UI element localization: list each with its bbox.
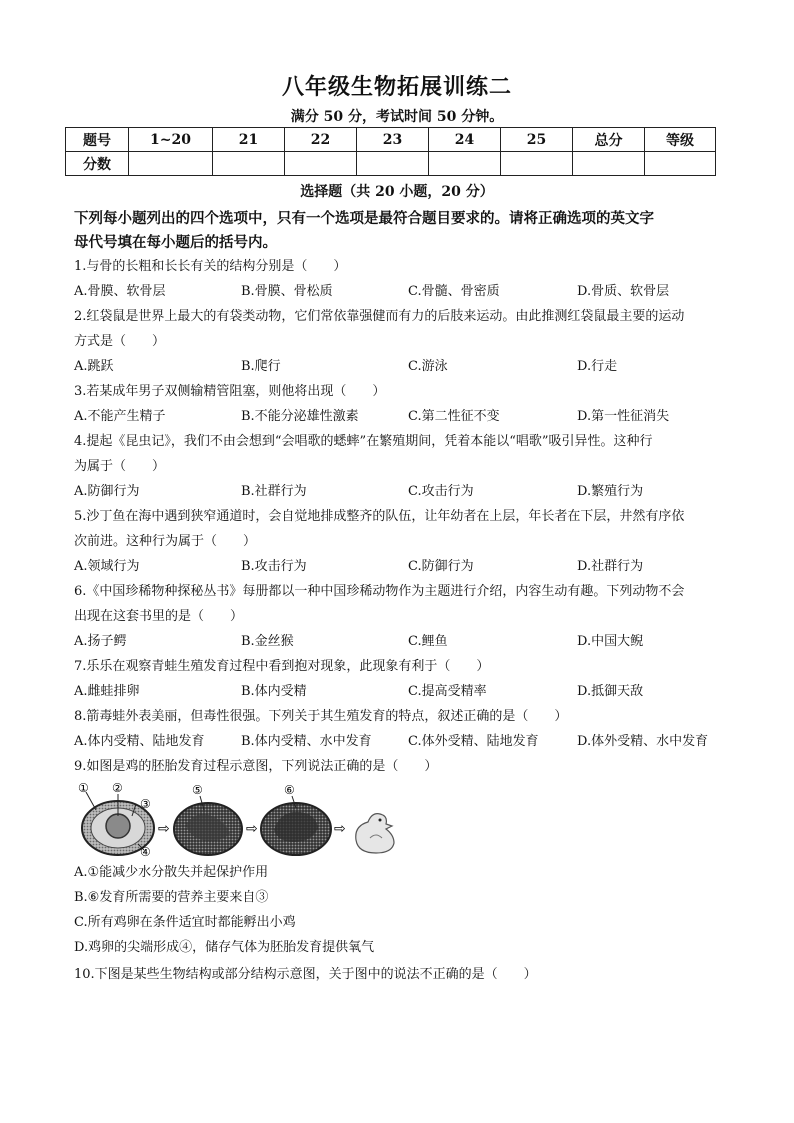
question-7-stem: 7.乐乐在观察青蛙生殖发育过程中看到抱对现象，此现象有利于（ ） (74, 659, 490, 674)
q5-option-b: B.攻击行为 (241, 559, 307, 574)
question-9-stem: 9.如图是鸡的胚胎发育过程示意图，下列说法正确的是（ ） (74, 759, 438, 774)
score-table-header-row (66, 128, 716, 152)
chick-illustration (356, 814, 394, 853)
q4-option-b: B.社群行为 (241, 484, 307, 499)
label-1: ① (78, 781, 89, 795)
label-3: ③ (140, 797, 151, 811)
score-cell[interactable] (573, 152, 645, 176)
score-cell[interactable] (429, 152, 501, 176)
q5-option-c: C.防御行为 (408, 559, 474, 574)
q5-option-d: D.社群行为 (577, 559, 644, 574)
q2-option-c: C.游泳 (408, 359, 448, 374)
label-5: ⑤ (192, 783, 203, 797)
q6-option-d: D.中国大鲵 (577, 634, 644, 649)
q9-option-d: D.鸡卵的尖端形成④，储存气体为胚胎发育提供氧气 (74, 940, 375, 955)
col-header: 25 (501, 128, 573, 152)
col-header: 22 (285, 128, 357, 152)
section-title: 选择题（共 20 小题，20 分） (300, 184, 494, 200)
q2-option-b: B.爬行 (241, 359, 281, 374)
label-4: ④ (140, 845, 151, 858)
score-cell[interactable] (501, 152, 573, 176)
col-header: 24 (429, 128, 501, 152)
arrow-icon: ⇨ (246, 821, 258, 837)
row-label: 分数 (66, 152, 129, 176)
q8-option-d: D.体外受精、水中发育 (577, 734, 709, 749)
q9-option-c: C.所有鸡卵在条件适宜时都能孵出小鸡 (74, 915, 296, 930)
question-4-stem: 4.提起《昆虫记》，我们不由会想到“会唱歌的蟋蟀”在繁殖期间，凭着本能以“唱歌”吸引异性。这种行 (74, 434, 653, 449)
score-table-score-row (66, 152, 716, 176)
q4-option-c: C.攻击行为 (408, 484, 474, 499)
col-header: 等级 (645, 128, 716, 152)
question-2-stem-cont: 方式是（ ） (74, 334, 166, 349)
arrow-icon: ⇨ (334, 821, 346, 837)
question-6-stem: 6.《中国珍稀物种探秘丛书》每册都以一种中国珍稀动物作为主题进行介绍，内容生动有趣。下列动物不会 (74, 584, 685, 599)
q7-option-c: C.提高受精率 (408, 684, 487, 699)
q4-option-a: A.防御行为 (74, 484, 140, 499)
page-title: 八年级生物拓展训练二 (281, 74, 512, 100)
q4-option-d: D.繁殖行为 (577, 484, 644, 499)
instruction-line: 下列每小题列出的四个选项中，只有一个选项是最符合题目要求的。请将正确选项的英文字 (74, 210, 654, 227)
q9-option-a: A.①能减少水分散失并起保护作用 (74, 865, 269, 880)
q8-option-b: B.体内受精、水中发育 (241, 734, 372, 749)
chick-embryo-diagram (74, 780, 404, 858)
label-6: ⑥ (284, 783, 295, 797)
question-1-stem: 1.与骨的长粗和长长有关的结构分别是（ ） (74, 259, 347, 274)
score-cell[interactable] (645, 152, 716, 176)
q1-option-d: D.骨质、软骨层 (577, 284, 670, 299)
egg-stage-3 (261, 803, 331, 855)
question-8-stem: 8.箭毒蛙外表美丽，但毒性很强。下列关于其生殖发育的特点，叙述正确的是（ ） (74, 709, 568, 724)
col-header: 1~20 (129, 128, 213, 152)
q3-option-b: B.不能分泌雄性激素 (241, 409, 359, 424)
col-header: 23 (357, 128, 429, 152)
q6-option-c: C.鲤鱼 (408, 634, 448, 649)
q9-option-b: B.⑥发育所需要的营养主要来自③ (74, 890, 269, 905)
q8-option-c: C.体外受精、陆地发育 (408, 734, 539, 749)
q3-option-d: D.第一性征消失 (577, 409, 670, 424)
question-3-stem: 3.若某成年男子双侧输精管阻塞，则他将出现（ ） (74, 384, 386, 399)
arrow-icon: ⇨ (158, 821, 170, 837)
q2-option-d: D.行走 (577, 359, 618, 374)
q7-option-b: B.体内受精 (241, 684, 307, 699)
q6-option-a: A.扬子鳄 (74, 634, 127, 649)
label-2: ② (112, 781, 123, 795)
col-header: 题号 (66, 128, 129, 152)
q1-option-c: C.骨髓、骨密质 (408, 284, 500, 299)
q7-option-d: D.抵御天敌 (577, 684, 644, 699)
col-header: 21 (213, 128, 285, 152)
instruction-line: 母代号填在每小题后的括号内。 (74, 234, 277, 251)
score-table (65, 127, 716, 176)
q1-option-b: B.骨膜、骨松质 (241, 284, 333, 299)
q1-option-a: A.骨膜、软骨层 (74, 284, 166, 299)
question-6-stem-cont: 出现在这套书里的是（ ） (74, 609, 244, 624)
q5-option-a: A.领域行为 (74, 559, 140, 574)
question-5-stem: 5.沙丁鱼在海中遇到狭窄通道时，会自觉地排成整齐的队伍，让年幼者在上层，年长者在下层，井然有序依 (74, 509, 685, 524)
q3-option-c: C.第二性征不变 (408, 409, 500, 424)
score-cell[interactable] (213, 152, 285, 176)
exam-info: 满分 50 分，考试时间 50 分钟。 (290, 109, 504, 125)
col-header: 总分 (573, 128, 645, 152)
q8-option-a: A.体内受精、陆地发育 (74, 734, 205, 749)
question-4-stem-cont: 为属于（ ） (74, 459, 166, 474)
score-cell[interactable] (357, 152, 429, 176)
question-2-stem: 2.红袋鼠是世界上最大的有袋类动物，它们常依靠强健而有力的后肢来运动。由此推测红袋鼠最主要的运动 (74, 309, 685, 324)
q2-option-a: A.跳跃 (74, 359, 114, 374)
egg-stage-2 (174, 803, 242, 855)
q3-option-a: A.不能产生精子 (74, 409, 166, 424)
q6-option-b: B.金丝猴 (241, 634, 294, 649)
q7-option-a: A.雌蛙排卵 (74, 684, 140, 699)
question-5-stem-cont: 次前进。这种行为属于（ ） (74, 534, 257, 549)
score-cell[interactable] (129, 152, 213, 176)
question-10-stem: 10.下图是某些生物结构或部分结构示意图，关于图中的说法不正确的是（ ） (74, 967, 537, 982)
score-cell[interactable] (285, 152, 357, 176)
section-instruction (74, 207, 734, 255)
